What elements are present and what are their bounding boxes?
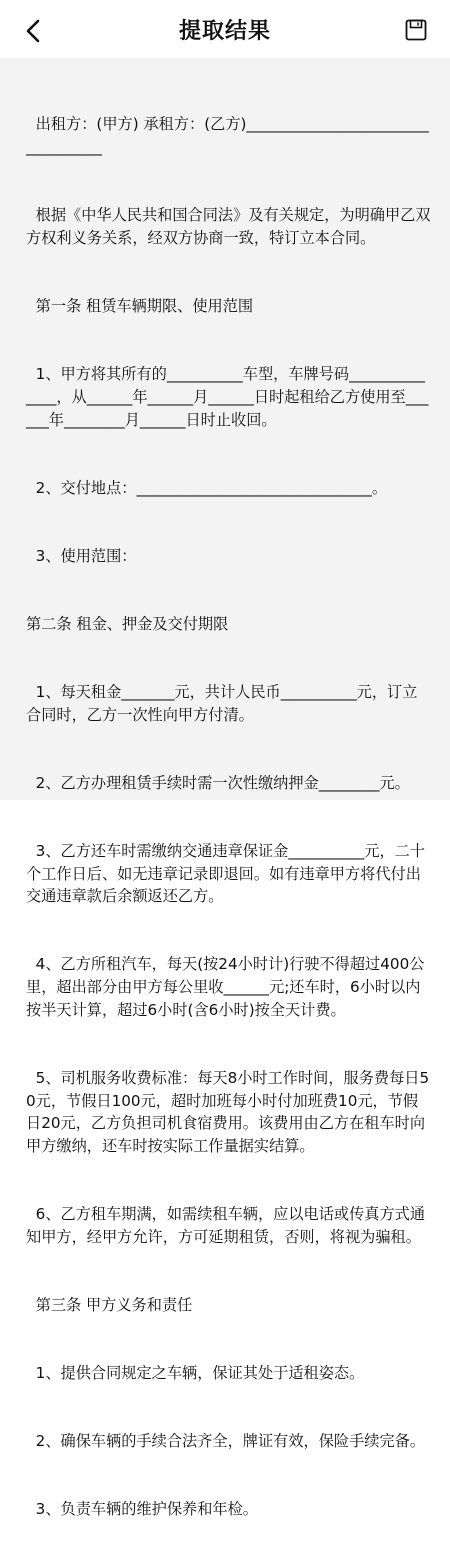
contract-document [0, 58, 450, 1566]
article-3-clause-3: 3、负责车辆的维护保养和年检。 [26, 1500, 258, 1519]
party-line: 出租方：(甲方) 承租方：(乙方)__________________________________ [26, 115, 429, 157]
article-3-clause-2: 2、确保车辆的手续合法齐全，牌证有效，保险手续完备。 [26, 1432, 426, 1451]
article-2-clause-5: 5、司机服务收费标准：每天8小时工作时间，服务费每日50元，节假日100元，超时加班每小时付加班费10元，节假日20元，乙方负担司机食宿费用。该费用由乙方在租车时向甲方缴纳，还车时按实际工作量据实结算。 [26, 1068, 430, 1156]
article-2-clause-6: 6、乙方租车期满，如需续租车辆，应以电话或传真方式通知甲方，经甲方允许，方可延期租赁，否则，将视为骗租。 [26, 1205, 426, 1246]
article-1-clause-3: 3、使用范围： [26, 546, 137, 565]
article-1-clause-2: 2、交付地点：_______________________________。 [26, 478, 388, 497]
article-2-heading: 第二条 租金、押金及交付期限 [26, 614, 229, 633]
article-2-clause-4: 4、乙方所租汽车，每天(按24小时计)行驶不得超过400公里，超出部分由甲方每公里收______元;还车时，6小时以内按半天计算，超过6小时(含6小时)按全天计费。 [26, 955, 425, 1019]
preamble-paragraph: 根据《中华人民共和国合同法》及有关规定，为明确甲乙双方权利义务关系，经双方协商一致，特订立本合同。 [26, 206, 431, 247]
extracted-text-area[interactable] [0, 58, 450, 1519]
floppy-disk-icon [404, 18, 428, 42]
article-2-clause-1: 1、每天租金_______元，共计人民币__________元，订立合同时，乙方一次性向甲方付清。 [26, 682, 418, 724]
article-3-clause-1: 1、提供合同规定之车辆，保证其处于适租姿态。 [26, 1364, 365, 1383]
article-1-clause-1: 1、甲方将其所有的__________车型，车牌号码______________，从______年______月______日时起租给乙方使用至______年________月______日时止收回。 [26, 365, 429, 429]
save-button[interactable] [404, 18, 428, 42]
article-2-clause-3: 3、乙方还车时需缴纳交通违章保证金__________元，二十个工作日后、如无违章记录即退回。如有违章甲方将代付出交通违章款后余额返还乙方。 [26, 841, 426, 906]
article-3-heading: 第三条 甲方义务和责任 [26, 1295, 193, 1314]
article-1-heading: 第一条 租赁车辆期限、使用范围 [26, 297, 254, 316]
page-title: 提取结果 [178, 19, 271, 44]
top-bar [0, 0, 450, 58]
article-2-clause-2: 2、乙方办理租赁手续时需一次性缴纳押金________元。 [26, 773, 410, 792]
